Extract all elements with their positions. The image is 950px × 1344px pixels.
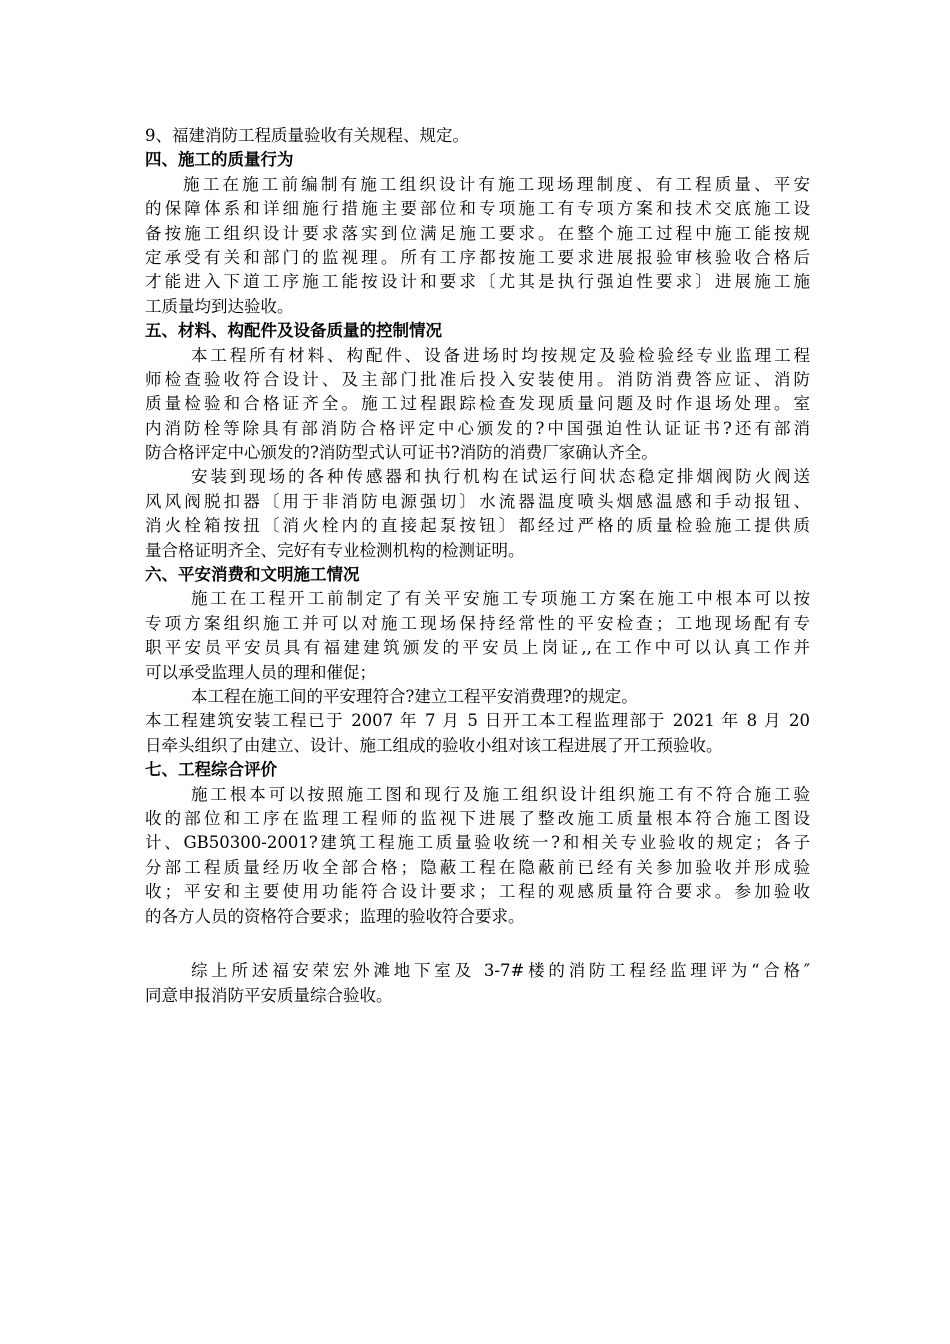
conclusion-paragraph [145,959,810,1008]
paragraph-line: 本工程所有材料、构配件、设备进场时均按规定及验检验经专业监理工程 [191,345,810,365]
section-6-paragraph-1 [145,587,810,685]
paragraph-line: 的各方人员的资格符合要求；监理的验收符合要求。 [145,906,525,926]
paragraph-line: 同意申报消防平安质量综合验收。 [145,985,393,1005]
paragraph-line: 工质量均到达验收。 [145,296,294,316]
section-7-paragraph [145,783,810,929]
paragraph-line: 收的部位和工序在监理工程师的监视下进展了整改施工质量根本符合施工图设 [145,808,810,828]
paragraph-line: 收；平安和主要使用功能符合设计要求；工程的观感质量符合要求。参加验收 [145,882,810,902]
paragraph-line: 施工根本可以按照施工图和现行及施工组织设计组织施工有不符合施工验 [191,784,810,804]
paragraph-line: 专项方案组织施工并可以对施工现场保持经常性的平安检查；工地现场配有专 [145,613,810,633]
paragraph-line: 才能进入下道工序施工能按设计和要求〔尤其是执行强迫性要求〕进展施工施 [145,272,810,292]
paragraph-line: 职平安员平安员具有福建建筑颁发的平安员上岗证,,在工作中可以认真工作并 [145,638,810,658]
paragraph-line: 分部工程质量经历收全部合格；隐蔽工程在隐蔽前已经有关参加验收并形成验 [145,857,810,877]
section-5-paragraph-1 [145,344,810,466]
item-9: 9、福建消防工程质量验收有关规程、规定。 [145,126,469,145]
paragraph-line: 施工在工程开工前制定了有关平安施工专项施工方案在施工中根本可以按 [191,589,810,609]
section-5-heading: 五、材料、构配件及设备质量的控制情况 [145,321,442,341]
paragraph-line: 定承受有关和部门的监视理。所有工序都按施工要求进展报验审核验收合格后 [145,247,810,267]
paragraph-line: 综上所述福安荣宏外滩地下室及 3-7#楼的消防工程经监理评为“合格″ [191,961,810,981]
section-5-paragraph-2 [145,465,810,563]
section-6-heading: 六、平安消费和文明施工情况 [145,565,360,585]
paragraph-line: 量合格证明齐全、完好有专业检测机构的检测证明。 [145,540,525,560]
paragraph-line: 计、GB50300-2001?建筑工程施工质量验收统一?和相关专业验收的规定；各子 [145,833,810,853]
document-page [145,124,810,1008]
paragraph-line: 备按施工组织设计要求落实到位满足施工要求。在整个施工过程中施工能按规 [145,223,810,243]
paragraph-line: 内消防栓等除具有部消防合格评定中心颁发的?中国强迫性认证证书?还有部消 [145,418,810,438]
paragraph-line: 施工在施工前编制有施工组织设计有施工现场理制度、有工程质量、平安 [183,174,810,194]
section-6-paragraph-3 [145,709,810,758]
paragraph-line: 质量检验和合格证齐全。施工过程跟踪检查发现质量问题及时作退场处理。室 [145,394,810,414]
blank-line [145,929,810,953]
paragraph-line: 消火栓箱按扭〔消火栓内的直接起泵按钮〕都经过严格的质量检验施工提供质 [145,516,810,536]
section-4-heading: 四、施工的质量行为 [145,150,294,170]
paragraph-line: 的保障体系和详细施行措施主要部位和专项施工有专项方案和技术交底施工设 [145,199,810,219]
paragraph-line: 日牵头组织了由建立、设计、施工组成的验收小组对该工程进展了开工预验收。 [145,735,723,755]
section-6-paragraph-2: 本工程在施工间的平安理符合?建立工程平安消费理?的规定。 [191,686,638,706]
paragraph-line: 安装到现场的各种传感器和执行机构在试运行间状态稳定排烟阀防火阀送 [191,467,810,487]
section-7-heading: 七、工程综合评价 [145,760,277,780]
paragraph-line: 风风阀脱扣器〔用于非消防电源强切〕水流器温度喷头烟感温感和手动报钮、 [145,491,810,511]
paragraph-line: 防合格评定中心颁发的?消防型式认可证书?消防的消费厂家确认齐全。 [145,443,658,463]
section-4-paragraph [145,173,810,319]
paragraph-line: 本工程建筑安装工程已于 2007 年 7 月 5 日开工本工程监理部于 2021 年 8 月 20 [145,711,810,731]
paragraph-line: 可以承受监理人员的理和催促； [145,662,376,682]
paragraph-line: 师检查验收符合设计、及主部门批准后投入安装使用。消防消费答应证、消防 [145,369,810,389]
